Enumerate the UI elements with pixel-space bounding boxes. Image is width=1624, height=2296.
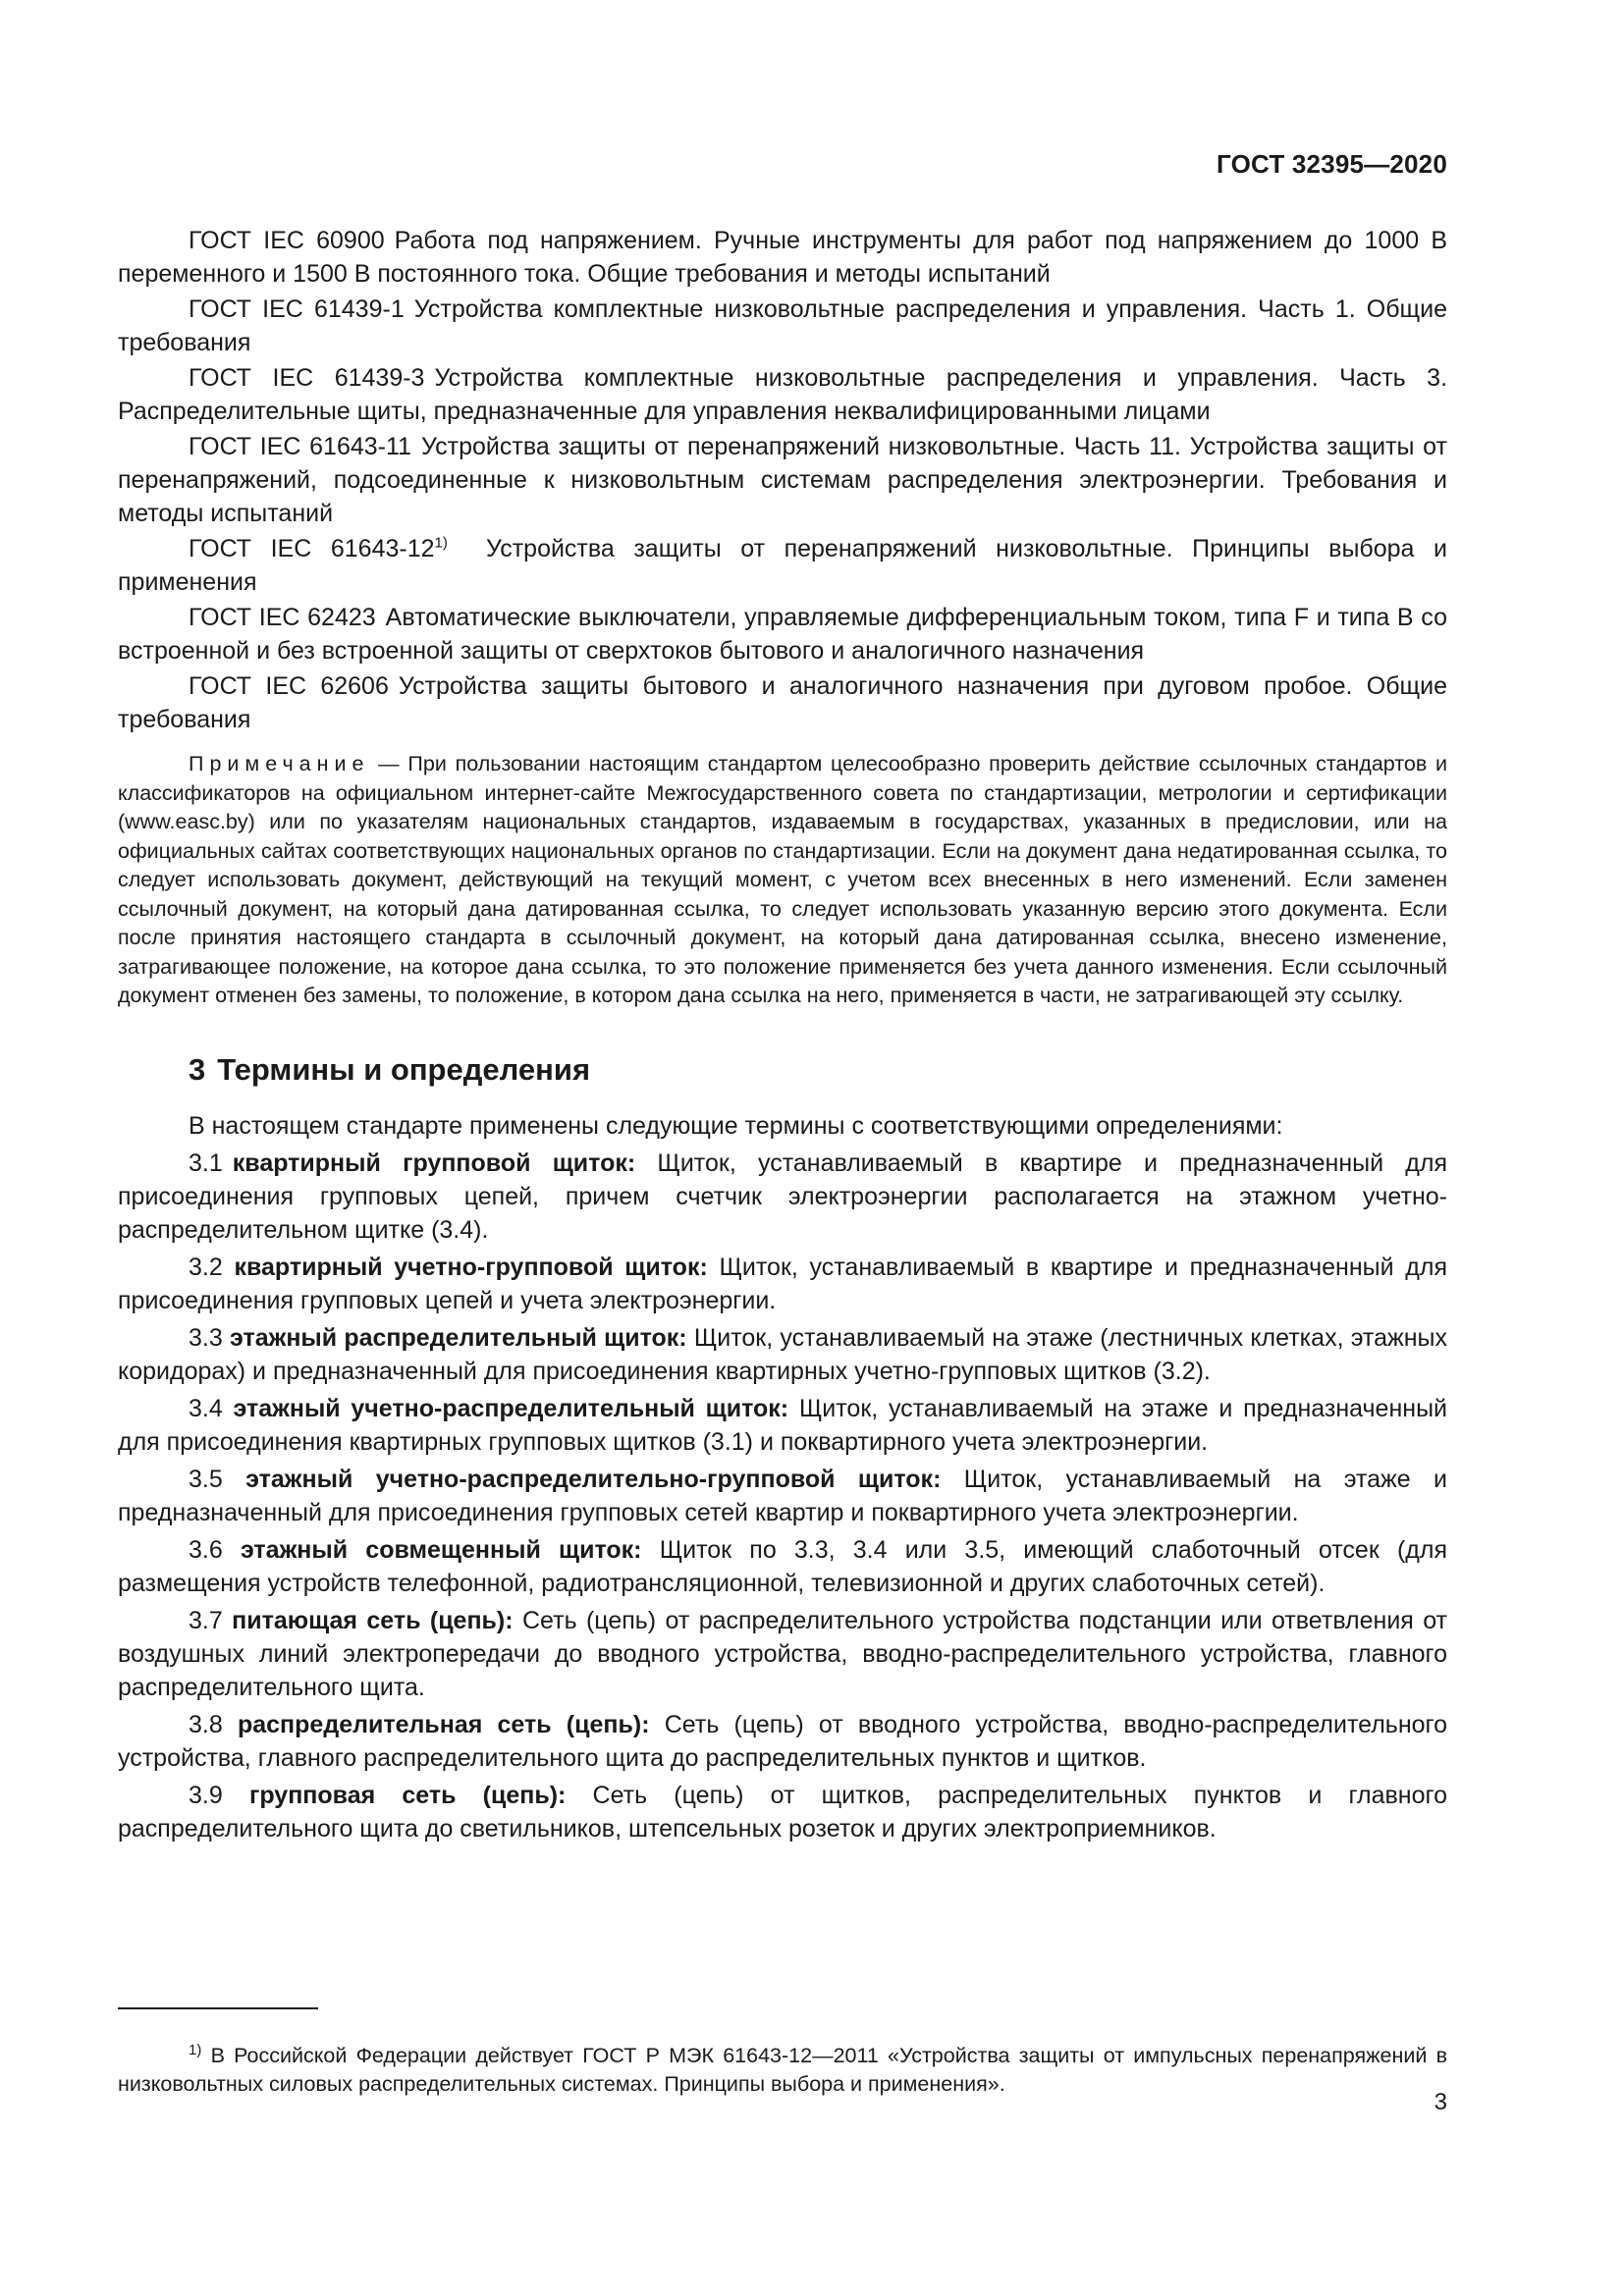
- reference-item: [118, 532, 1447, 599]
- term-name: этажный учетно-распределительно-групповой щиток:: [245, 1465, 942, 1493]
- note-paragraph: [118, 750, 1447, 1011]
- reference-title: Устройства защиты бытового и аналогичного назначения при дуговом пробое. Общие требования: [118, 672, 1447, 733]
- term-name: этажный учетно-распределительный щиток:: [233, 1394, 789, 1422]
- term-text: Щиток, устанавливаемый на этаже и предназначенный для присоединения квартирных групповых щитков (3.1) и поквартирного учета электроэнергии.: [118, 1394, 1448, 1456]
- term-name: питающая сеть (цепь):: [232, 1606, 514, 1634]
- term-definition: [118, 1533, 1447, 1600]
- footnote-marker: 1): [434, 534, 448, 552]
- footnote: [118, 2042, 1447, 2099]
- term-definition: [118, 1147, 1447, 1247]
- term-name: групповая сеть (цепь):: [248, 1781, 567, 1809]
- reference-title: Устройства комплектные низковольтные распределения и управления. Часть 3. Распределительные щиты, предназначенные для управления неквалифицированными лицами: [118, 364, 1448, 425]
- reference-code: ГОСТ IEC 61439-3: [189, 364, 425, 392]
- reference-item: [118, 430, 1447, 530]
- term-definition: [118, 1321, 1447, 1388]
- reference-title: Устройства защиты от перенапряжений низковольтные. Принципы выбора и применения: [118, 535, 1447, 596]
- section-number: 3: [189, 1051, 206, 1087]
- term-definition: [118, 1779, 1447, 1845]
- footnote-separator: [118, 2007, 318, 2009]
- term-text: Щиток, устанавливаемый на этаже и предназначенный для присоединения групповых сетей квартир и поквартирного учета электроэнергии.: [118, 1465, 1447, 1526]
- term-definition: [118, 1392, 1447, 1459]
- reference-title: Устройства комплектные низковольтные распределения и управления. Часть 1. Общие требования: [118, 295, 1447, 356]
- note-dash: —: [369, 752, 408, 775]
- section-title: Термины и определения: [217, 1051, 591, 1087]
- reference-code: ГОСТ IEC 61643-12: [189, 535, 435, 562]
- term-text: Щиток, устанавливаемый в квартире и предназначенный для присоединения групповых цепей, причем счетчик электроэнергии располагается на этажном учетно-распределительном щитке (3.4).: [118, 1148, 1448, 1244]
- term-text: Щиток по 3.3, 3.4 или 3.5, имеющий слаботочный отсек (для размещения устройств телефонной, радиотрансляционной, телевизионной и других слаботочных сетей).: [118, 1535, 1447, 1597]
- reference-title: Автоматические выключатели, управляемые дифференциальным током, типа F и типа B со встроенной и без встроенной защиты от сверхтоков бытового и аналогичного назначения: [118, 604, 1447, 665]
- page-number: 3: [1434, 2089, 1447, 2115]
- reference-code: ГОСТ IEC 61643-11: [189, 433, 411, 460]
- terms-list: [118, 1147, 1447, 1845]
- reference-item: [118, 361, 1447, 428]
- reference-code: ГОСТ IEC 60900: [189, 227, 385, 254]
- footnote-text: В Российской Федерации действует ГОСТ Р МЭК 61643-12—2011 «Устройства защиты от импульсных перенапряжений в низковольтных силовых распределительных системах. Принципы выбора и применения».: [118, 2043, 1447, 2096]
- term-name: этажный распределительный щиток:: [229, 1323, 687, 1352]
- reference-title: Устройства защиты от перенапряжений низковольтные. Часть 11. Устройства защиты от перенапряжений, подсоединенные к низковольтным системам распределения электроэнергии. Требования и методы испытаний: [118, 433, 1447, 527]
- term-number: 3.3: [189, 1323, 223, 1352]
- reference-code: ГОСТ IEC 61439-1: [189, 295, 405, 323]
- term-number: 3.7: [189, 1606, 223, 1634]
- reference-title: Работа под напряжением. Ручные инструменты для работ под напряжением до 1000 В переменного и 1500 В постоянного тока. Общие требования и методы испытаний: [118, 227, 1447, 288]
- reference-item: [118, 293, 1447, 359]
- term-name: квартирный учетно-групповой щиток:: [234, 1253, 708, 1281]
- section-intro: В настоящем стандарте применены следующие термины с соответствующими определениями:: [189, 1111, 1283, 1140]
- page-content: [118, 224, 1447, 1849]
- note-text: При пользовании настоящим стандартом целесообразно проверить действие ссылочных стандартов и классификаторов на официальном интернет-сайте Межгосударственного совета по стандартизации, метрологии и сертификации (www.easc.by) или по указателям национальных стандартов, издаваемым в государствах, указанных в предисловии, или на официальных сайтах соответствующих национальных органов по стандартизации. Если на документ дана недатированная ссылка, то следует использовать документ, действующий на текущий момент, с учетом всех внесенных в него изменений. Если заменен ссылочный документ, на который дана датированная ссылка, то следует использовать указанную версию этого документа. Если после принятия настоящего стандарта в ссылочный документ, на который дана датированная ссылка, внесено изменение, затрагивающее положение, на которое дана ссылка, то это положение применяется без учета данного изменения. Если ссылочный документ отменен без замены, то положение, в котором дана ссылка на него, применяется в части, не затрагивающей эту ссылку.: [118, 752, 1447, 1007]
- term-definition: [118, 1708, 1447, 1775]
- term-number: 3.6: [189, 1535, 223, 1564]
- term-text: Щиток, устанавливаемый в квартире и предназначенный для присоединения групповых цепей и учета электроэнергии.: [118, 1253, 1447, 1314]
- normative-references-list: [118, 224, 1447, 736]
- term-definition: [118, 1463, 1447, 1529]
- term-name: распределительная сеть (цепь):: [237, 1710, 650, 1738]
- term-number: 3.4: [189, 1394, 223, 1422]
- term-text: Сеть (цепь) от вводного устройства, вводно-распределительного устройства, главного распределительного щита до распределительных пунктов и щитков.: [118, 1710, 1448, 1772]
- reference-item: [118, 601, 1447, 667]
- section-heading: [189, 1050, 1447, 1090]
- term-definition: [118, 1251, 1447, 1317]
- reference-item: [118, 224, 1447, 291]
- reference-code: ГОСТ IEC 62606: [189, 672, 389, 700]
- term-text: Сеть (цепь) от распределительного устройства подстанции или ответвления от воздушных линий электропередачи до вводного устройства, вводно-распределительного устройства, главного распределительного щита.: [118, 1606, 1448, 1701]
- term-text: Сеть (цепь) от щитков, распределительных пунктов и главного распределительного щита до светильников, штепсельных розеток и других электроприемников.: [118, 1781, 1447, 1842]
- reference-code: ГОСТ IEC 62423: [189, 604, 376, 631]
- term-text: Щиток, устанавливаемый на этаже (лестничных клетках, этажных коридорах) и предназначенный для присоединения квартирных учетно-групповых щитков (3.2).: [118, 1323, 1447, 1385]
- term-number: 3.9: [189, 1781, 223, 1809]
- term-definition: [118, 1604, 1447, 1704]
- term-name: квартирный групповой щиток:: [232, 1148, 636, 1177]
- term-number: 3.8: [189, 1710, 223, 1738]
- term-number: 3.1: [189, 1148, 223, 1177]
- note-label: Примечание: [189, 752, 370, 775]
- term-number: 3.2: [189, 1253, 223, 1281]
- footnote-marker: 1): [189, 2041, 202, 2058]
- reference-item: [118, 669, 1447, 736]
- document-code-header: ГОСТ 32395—2020: [1217, 149, 1447, 179]
- term-number: 3.5: [189, 1465, 223, 1493]
- term-name: этажный совмещенный щиток:: [240, 1535, 642, 1564]
